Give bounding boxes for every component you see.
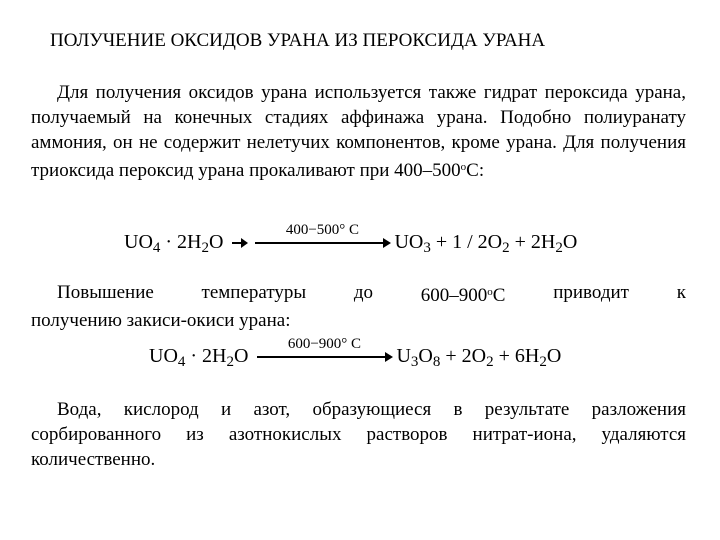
equation-u3o8 — [149, 336, 562, 371]
eq2-right-d: + 6H — [493, 345, 540, 367]
p2-word-2: температуры — [201, 282, 307, 303]
p2-temp-unit: С — [492, 285, 506, 306]
eq1-condition: 400−500° C — [285, 222, 360, 239]
eq1-left-a-sub: 4 — [152, 240, 161, 256]
eq2-left-a-sub: 4 — [177, 354, 186, 370]
eq1-left-b: · 2H — [160, 231, 202, 253]
eq1-right-a: UO — [394, 231, 424, 253]
eq1-right-d: O — [562, 231, 578, 253]
eq2-right-b-sub: 8 — [432, 354, 441, 370]
eq2-left-b-sub: 2 — [226, 354, 234, 370]
eq2-reaction-arrow — [257, 336, 391, 358]
eq2-right-d-sub: 2 — [539, 354, 547, 370]
eq1-right-b: + 1 / 2O — [430, 231, 503, 253]
eq1-left-a: UO — [124, 231, 153, 253]
eq2-left-b: · 2H — [185, 345, 227, 367]
paragraph-intro-text: Для получения оксидов урана используется также гидрат пероксида урана, получаемый на конечных стадиях аффинажа урана. Подобно полиуранату аммония, он не содержит нелетучих компонентов, кроме урана. Для получения триоксида пероксид урана прокаливают при 400–500 — [31, 82, 686, 181]
eq2-left-a: UO — [149, 345, 178, 367]
eq2-right-a-sub: 3 — [410, 354, 419, 370]
eq1-right-a-sub: 3 — [423, 240, 431, 256]
paragraph-conclusion: Вода, кислород и азот, образующиеся в результате разложения сорбированного из азотнокислых растворов нитрат-иона, удаляются количественно. — [31, 399, 686, 470]
eq2-right-e: O — [546, 345, 562, 367]
p2-word-1: Повышение — [57, 282, 154, 303]
eq2-right-c-sub: 2 — [486, 354, 494, 370]
paragraph-intro — [31, 80, 686, 183]
paragraph-heating-line2: получению закиси-окиси урана: — [31, 310, 291, 331]
eq1-small-arrow-icon — [232, 242, 246, 244]
p2-temp: 600–900 — [420, 285, 488, 306]
degree-mark: о — [460, 161, 467, 173]
eq2-right-b: O — [418, 345, 433, 367]
eq2-arrow-icon — [257, 356, 391, 358]
eq1-left-b-sub: 2 — [201, 240, 209, 256]
eq1-right-c-sub: 2 — [555, 240, 563, 256]
eq2-right-a: U — [396, 345, 411, 367]
p2-word-3: до — [353, 282, 374, 303]
eq1-right-b-sub: 2 — [502, 240, 510, 256]
equation-trioxide — [124, 222, 578, 257]
page-title: ПОЛУЧЕНИЕ ОКСИДОВ УРАНА ИЗ ПЕРОКСИДА УРАНА — [50, 30, 546, 51]
eq1-arrow-icon — [255, 242, 389, 244]
eq1-right-c: + 2H — [509, 231, 556, 253]
eq1-left-c: O — [209, 231, 224, 253]
p2-word-6: к — [676, 282, 686, 303]
eq2-left-c: O — [234, 345, 249, 367]
eq2-right-c: + 2O — [440, 345, 487, 367]
paragraph-heating-line1 — [31, 280, 686, 308]
eq1-reaction-arrow — [255, 222, 389, 244]
p2-word-4 — [421, 280, 506, 308]
paragraph-heating — [31, 280, 686, 333]
paragraph-intro-end: С: — [466, 160, 485, 181]
p2-word-5: приводит — [553, 282, 629, 303]
eq2-condition: 600−900° C — [287, 336, 362, 353]
p2-degree-mark: о — [487, 286, 493, 298]
